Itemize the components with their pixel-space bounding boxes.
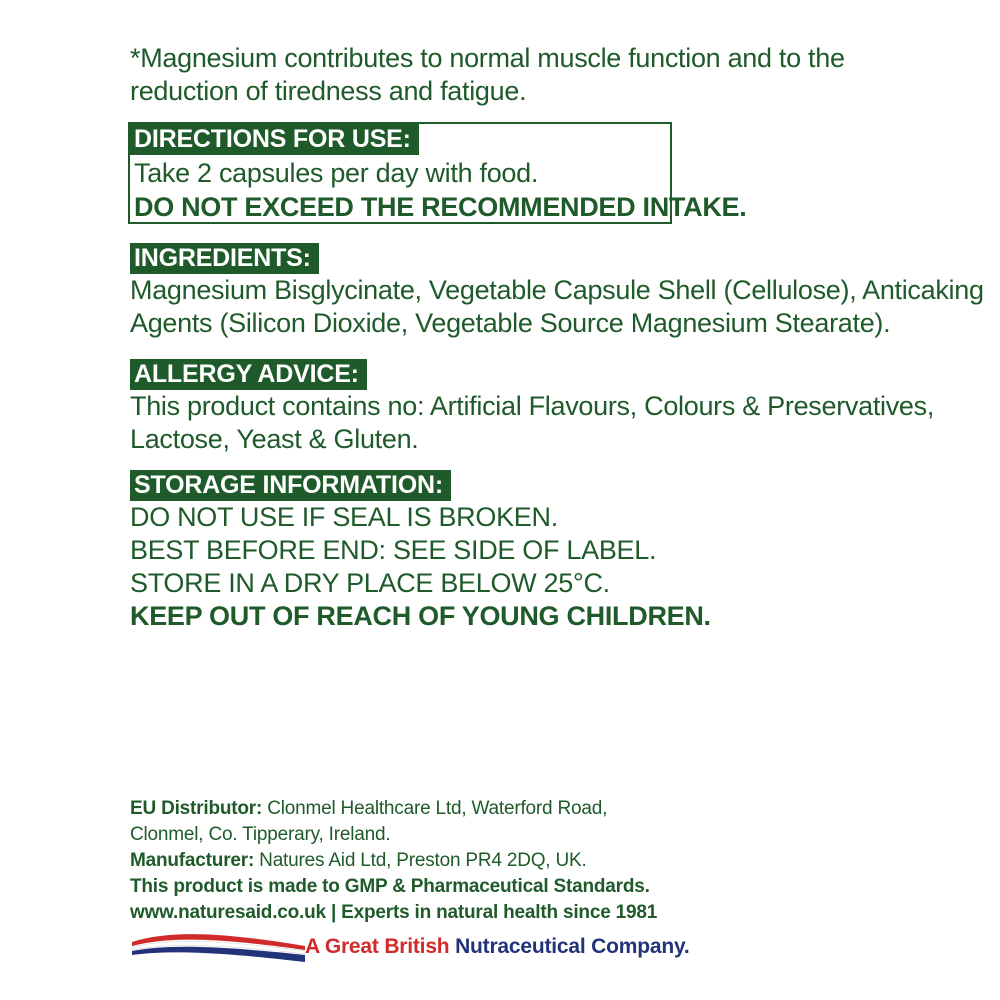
gmp-statement: This product is made to GMP & Pharmaceutical Standards. bbox=[130, 876, 650, 897]
eu-distributor-line-1 bbox=[130, 796, 657, 822]
magnesium-claim bbox=[130, 42, 845, 108]
storage-line-3: STORE IN A DRY PLACE BELOW 25°C. bbox=[130, 568, 610, 598]
directions-line-1: Take 2 capsules per day with food. bbox=[134, 158, 539, 188]
directions-box bbox=[128, 122, 747, 224]
union-flag-swoosh-icon bbox=[130, 930, 310, 966]
allergy-section bbox=[130, 359, 934, 456]
directions-heading: DIRECTIONS FOR USE: bbox=[130, 124, 419, 155]
claim-line-1: *Magnesium contributes to normal muscle function and to the bbox=[130, 43, 845, 73]
ingredients-section bbox=[130, 243, 984, 340]
manufacturer-label: Manufacturer: bbox=[130, 850, 255, 871]
website-line: www.naturesaid.co.uk | Experts in natural health since 1981 bbox=[130, 902, 658, 923]
eu-distributor-label: EU Distributor: bbox=[130, 798, 263, 819]
tagline-navy: Nutraceutical Company. bbox=[455, 935, 690, 958]
storage-section bbox=[130, 470, 711, 633]
manufacturer-text: Natures Aid Ltd, Preston PR4 2DQ, UK. bbox=[254, 850, 587, 871]
allergy-line-2: Lactose, Yeast & Gluten. bbox=[130, 424, 419, 454]
allergy-line-1: This product contains no: Artificial Flavours, Colours & Preservatives, bbox=[130, 391, 935, 421]
eu-distributor-line-2: Clonmel, Co. Tipperary, Ireland. bbox=[130, 824, 391, 845]
footer bbox=[130, 796, 657, 926]
storage-line-4: KEEP OUT OF REACH OF YOUNG CHILDREN. bbox=[130, 601, 711, 631]
tagline-text bbox=[305, 935, 690, 959]
tagline-red: A Great British bbox=[305, 935, 456, 958]
storage-line-1: DO NOT USE IF SEAL IS BROKEN. bbox=[130, 502, 558, 532]
british-company-tagline bbox=[130, 930, 690, 966]
allergy-heading: ALLERGY ADVICE: bbox=[130, 359, 367, 390]
directions-line-2: DO NOT EXCEED THE RECOMMENDED INTAKE. bbox=[134, 192, 747, 222]
ingredients-line-2: Agents (Silicon Dioxide, Vegetable Source Magnesium Stearate). bbox=[130, 308, 891, 338]
storage-line-2: BEST BEFORE END: SEE SIDE OF LABEL. bbox=[130, 535, 657, 565]
ingredients-line-1: Magnesium Bisglycinate, Vegetable Capsule Shell (Cellulose), Anticaking bbox=[130, 275, 984, 305]
eu-distributor-text: Clonmel Healthcare Ltd, Waterford Road, bbox=[262, 798, 608, 819]
storage-heading: STORAGE INFORMATION: bbox=[130, 470, 451, 501]
claim-line-2: reduction of tiredness and fatigue. bbox=[130, 76, 527, 106]
ingredients-heading: INGREDIENTS: bbox=[130, 243, 319, 274]
manufacturer-line bbox=[130, 848, 657, 874]
